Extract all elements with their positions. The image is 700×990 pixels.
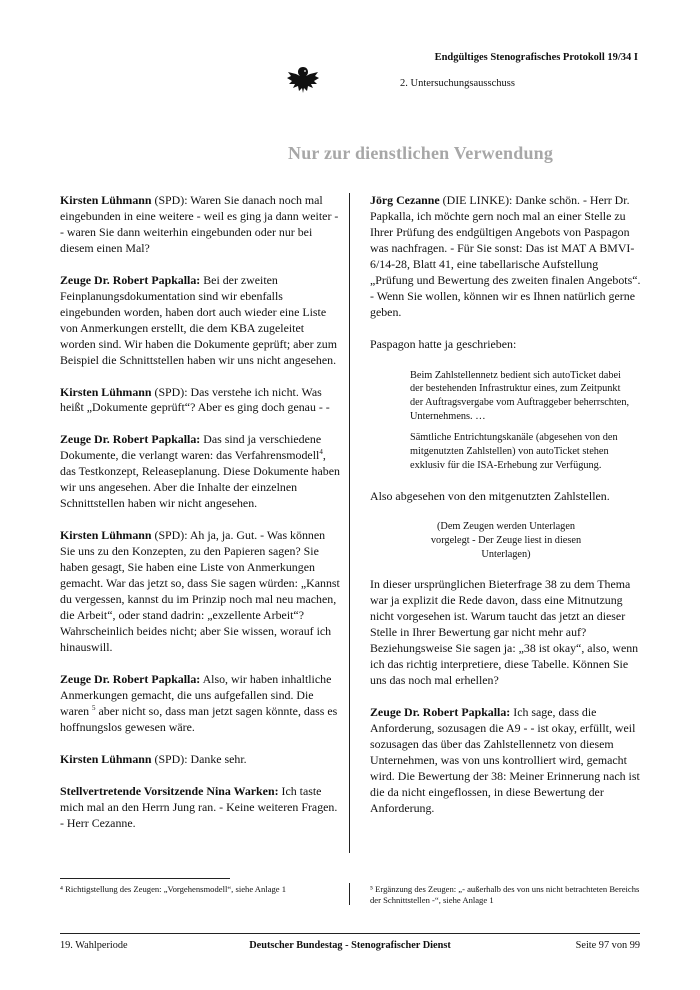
speaker-party: (SPD): [151, 751, 188, 766]
paragraph [60, 528, 341, 656]
paragraph [60, 784, 341, 832]
speech-text: Ich sage, dass die Anforderung, sozusagen die A9 - - ist okay, erfüllt, weil sozusagen das über das Zahlstellennetz von diesem Unternehmen, was von uns kontrolliert wird, gemacht wird. Die Bewertung der 38: Meiner Erinnerung nach ist die da nicht eingeflossen, in diese Bewertung der Anforderung. [370, 704, 640, 815]
committee-name: 2. Untersuchungsausschuss [400, 78, 515, 89]
paragraph [370, 193, 642, 321]
speaker-name: Kirsten Lühmann [60, 528, 152, 543]
speaker-name: Jörg Cezanne [370, 193, 440, 207]
speaker-name: Stellvertretende Vorsitzende Nina Warken: [60, 783, 279, 798]
left-column [60, 193, 341, 847]
speech-text: Das sind ja verschiedene Dokumente, die verlangt waren: das Verfahrensmodell [60, 432, 322, 463]
speaker-name: Kirsten Lühmann [60, 193, 152, 207]
speaker-name: Kirsten Lühmann [60, 751, 152, 766]
speaker-name: Zeuge Dr. Robert Papkalla: [60, 272, 201, 287]
footer-page-number: Seite 97 von 99 [575, 940, 640, 951]
footer-rule [60, 933, 640, 934]
speech-text: , das Testkonzept, Releaseplanung. Diese Dokumente haben wir uns angesehen. Aber die Inhalte der einzelnen Schnittstellen haben wir nicht angesehen. [60, 448, 340, 511]
footnote-5: ⁵ Ergänzung des Zeugen: „- außerhalb des von uns nicht betrachteten Bereichs der Schnittstellen -“, siehe Anlage 1 [370, 884, 640, 905]
speaker-name: Zeuge Dr. Robert Papkalla: [60, 671, 201, 686]
footnote-separator [60, 878, 230, 879]
speaker-name: Zeuge Dr. Robert Papkalla: [370, 704, 511, 719]
speaker-name: Zeuge Dr. Robert Papkalla: [60, 432, 201, 447]
block-quote: Sämtliche Entrichtungskanäle (abgesehen von den mitgenutzten Zahlstellen) von autoTicket stehen exklusiv für die ISA-Erhebung zur Verfügung. [410, 432, 618, 471]
footer-publisher: Deutscher Bundestag - Stenografischer Dienst [249, 940, 451, 951]
speech-text: Danke schön. - Herr Dr. Papkalla, ich möchte gern noch mal an einer Stelle zu Ihrer Prüfung des endgültigen Angebots von Paspagon was nachfragen. - Für Sie sonst: Das ist MAT A BMVI-6/14-28, Blatt 41, eine tabellarische Aufstellung „Prüfung und Bewertung des zweiten finalen Angebots“. - Wenn Sie wollen, können wir es Ihnen natürlich gerne geben. [370, 193, 641, 319]
paragraph [60, 752, 341, 768]
speaker-party: (DIE LINKE): [439, 193, 513, 207]
paragraph [370, 705, 642, 817]
speech-text: Ich taste mich mal an den Herrn Jung ran. - Keine weiteren Fragen. - Herr Cezanne. [60, 783, 338, 830]
footnote-ref: 5 [92, 703, 96, 712]
speech-text: Bei der zweiten Feinplanungsdokumentation sind wir ebenfalls eingebunden worden, haben dort auch wieder eine Liste von Anmerkungen erstellt, die dem KBA zugeleitet worden sind. Wir haben die Dokumente geprüft; aber zum Beispiel die Schnittstellen haben wir uns nicht angesehen. [60, 272, 337, 367]
speaker-name: Kirsten Lühmann [60, 384, 152, 399]
paragraph [60, 672, 341, 736]
bundestag-eagle-icon [283, 60, 323, 100]
footnote-divider [349, 883, 350, 905]
column-divider [349, 193, 350, 853]
speaker-party: (SPD): [151, 384, 188, 399]
speech-text: Danke sehr. [187, 751, 247, 766]
paragraph [60, 273, 341, 369]
speech-text: Waren Sie danach noch mal eingebunden in eine weitere - weil es ging ja dann weiter - - waren Sie dann weiterhin eingebunden oder nur bei diesem einen Mal? [60, 193, 339, 255]
paragraph: Paspagon hatte ja geschrieben: [370, 336, 517, 351]
paragraph [60, 193, 341, 257]
footnote-ref: 4 [319, 448, 323, 457]
speech-text: Also, wir haben inhaltliche Anmerkungen gemacht, die uns aufgefallen sind. Die waren [60, 671, 332, 718]
paragraph: Also abgesehen von den mitgenutzten Zahlstellen. [370, 488, 610, 503]
footnote-4: ⁴ Richtigstellung des Zeugen: „Vorgehensmodell“, siehe Anlage 1 [60, 884, 287, 894]
block-quote: Beim Zahlstellennetz bedient sich autoTicket dabei der bestehenden Infrastruktur eines, zum Zeitpunkt der Auftragsvergabe vom Auftraggeber beherrschten, Unternehmens. … [410, 369, 630, 422]
paragraph: In dieser ursprünglichen Bieterfrage 38 zu dem Thema war ja explizit die Rede davon, dass eine Mitnutzung nicht vorgesehen ist. Warum taucht das jetzt an dieser Stelle in Ihrer Bewertung gar nicht mehr auf? Beziehungsweise Sie sagen ja: „38 ist okay“, also, wenn ich das richtig interpretiere, diese Tabelle. Können Sie uns das noch mal erhellen? [370, 577, 639, 687]
protocol-title: Endgültiges Stenografisches Protokoll 19/34 I [434, 52, 638, 63]
speech-text: Ah ja, ja. Gut. - Was können Sie uns zu den Konzepten, zu den Papieren sagen? Sie haben gesagt, Sie haben eine Liste von Anmerkungen gemacht. War das jetzt so, dass Sie sagen würden: „Kannst du vergessen, kannst du im Prinzip noch mal neu machen, die Arbeit“, oder stand dadrin: „exzellente Arbeit“? Wahrscheinlich beides nicht; aber Sie wissen, worauf ich hinauswill. [60, 528, 340, 654]
stage-direction: (Dem Zeugen werden Unterlagen vorgelegt - Der Zeuge liest in diesen Unterlagen) [430, 521, 582, 560]
speaker-party: (SPD): [151, 528, 188, 543]
speaker-party: (SPD): [151, 193, 188, 207]
right-column [370, 193, 642, 833]
paragraph [60, 385, 341, 417]
confidentiality-stamp: Nur zur dienstlichen Verwendung [288, 143, 554, 163]
paragraph [60, 432, 341, 512]
speech-text: aber nicht so, dass man jetzt sagen könnte, dass es hoffnungslos gewesen wäre. [60, 703, 338, 734]
footer-legislative-period: 19. Wahlperiode [60, 940, 128, 951]
speech-text: Das verstehe ich nicht. Was heißt „Dokumente geprüft“? Aber es ging doch genau - - [60, 384, 330, 415]
